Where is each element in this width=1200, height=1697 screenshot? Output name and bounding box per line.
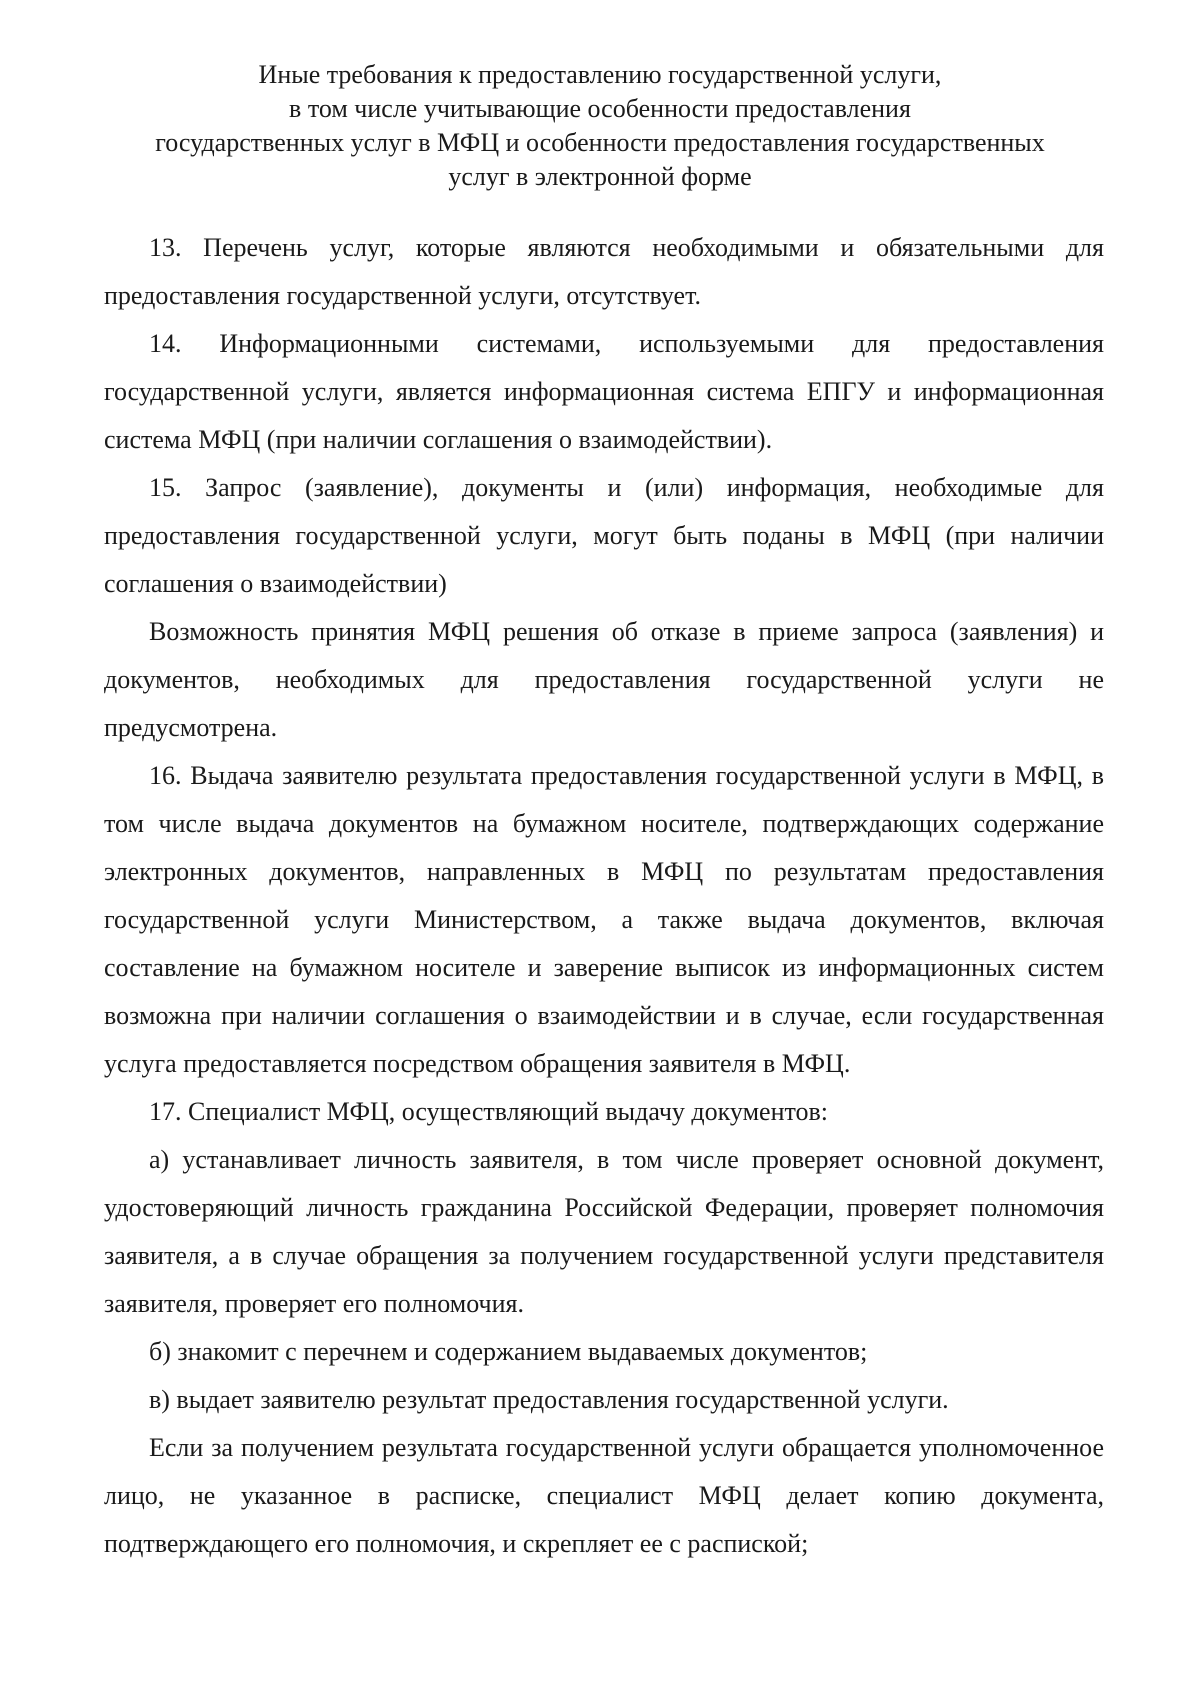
paragraph-mfc-refusal: Возможность принятия МФЦ решения об отказе в приеме запроса (заявления) и документов, необходимых для предоставления государственной услуги не предусмотрена.: [104, 617, 1104, 742]
paragraph-17: 17. Специалист МФЦ, осуществляющий выдачу документов:: [149, 1097, 828, 1126]
paragraph-17-b: б) знакомит с перечнем и содержанием выдаваемых документов;: [149, 1337, 868, 1366]
heading-line: Иные требования к предоставлению государственной услуги,: [258, 60, 942, 89]
paragraph-authorized-person: Если за получением результата государственной услуги обращается уполномоченное лицо, не указанное в расписке, специалист МФЦ делает копию документа, подтверждающего его полномочия, и скрепляет ее с распиской;: [104, 1433, 1104, 1558]
section-heading: [100, 58, 1100, 194]
paragraph-13: 13. Перечень услуг, которые являются необходимыми и обязательными для предоставления государственной услуги, отсутствует.: [104, 233, 1104, 310]
paragraph-17-a: а) устанавливает личность заявителя, в том числе проверяет основной документ, удостоверяющий личность гражданина Российской Федерации, проверяет полномочия заявителя, а в случае обращения за получением государственной услуги представителя заявителя, проверяет его полномочия.: [104, 1145, 1104, 1318]
paragraph-16: 16. Выдача заявителю результата предоставления государственной услуги в МФЦ, в том числе выдача документов на бумажном носителе, подтверждающих содержание электронных документов, направленных в МФЦ по результатам предоставления государственной услуги Министерством, а также выдача документов, включая составление на бумажном носителе и заверение выписок из информационных систем возможна при наличии соглашения о взаимодействии и в случае, если государственная услуга предоставляется посредством обращения заявителя в МФЦ.: [104, 761, 1104, 1078]
heading-line: услуг в электронной форме: [448, 162, 752, 191]
paragraph-15: 15. Запрос (заявление), документы и (или) информация, необходимые для предоставления государственной услуги, могут быть поданы в МФЦ (при наличии соглашения о взаимодействии): [104, 473, 1104, 598]
document-body: [104, 224, 1104, 1568]
paragraph-14: 14. Информационными системами, используемыми для предоставления государственной услуги, является информационная система ЕПГУ и информационная система МФЦ (при наличии соглашения о взаимодействии).: [104, 329, 1104, 454]
paragraph-17-v: в) выдает заявителю результат предоставления государственной услуги.: [149, 1385, 949, 1414]
heading-line: государственных услуг в МФЦ и особенности предоставления государственных: [155, 128, 1045, 157]
heading-line: в том числе учитывающие особенности предоставления: [289, 94, 911, 123]
